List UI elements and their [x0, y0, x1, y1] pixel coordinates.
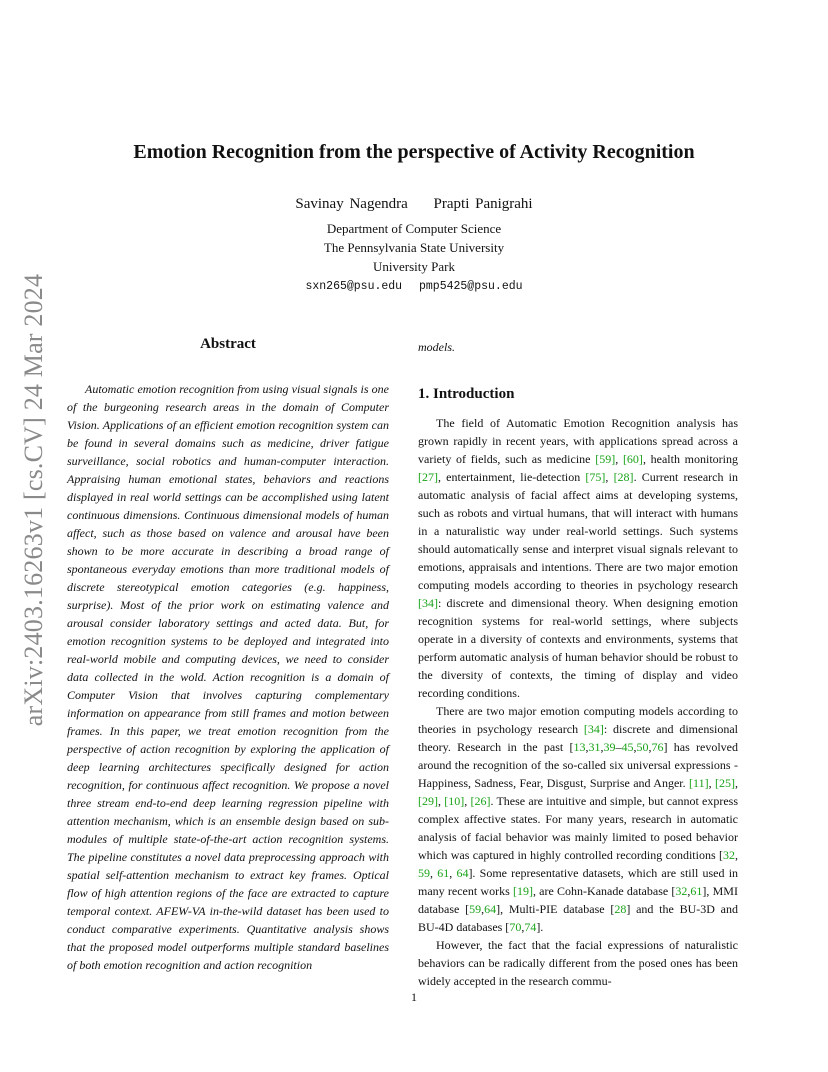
abstract-text: Automatic emotion recognition from using visual signals is one of the burgeoning research areas in the domain of Computer Vision. Applications of an efficient emotion recognition system can be found in several domains such as medicine, driver fatigue surveillance, social robotics and human-computer interaction. Appraising human emotional states, behaviors and reactions displayed in real world settings can be accomplished using latent continuous dimensions. Continuous dimensional models of human affect, such as those based on valence and arousal have been shown to be more accurate in describing a broad range of spontaneous everyday emotions than more traditional models of discrete stereotypical emotion categories (e.g. happiness, surprise). Most of the prior work on estimating valence and arousal consider laboratory settings and acted data. But, for emotion recognition systems to be deployed and integrated into real-world mobile and computing devices, we need to consider data collected in the wold. Action recognition is a domain of Computer Vision that involves capturing complementary information on appearance from still frames and motion between frames. In this paper, we treat emotion recognition from the perspective of action recognition by exploring the application of deep learning architectures specifically designed for action recognition, for continuous affect recognition. We propose a novel three stream end-to-end deep learning regression pipeline with attention mechanism, which is an ensemble design based on sub-modules of multiple state-of-the-art action recognition systems. The pipeline constitutes a novel data preprocessing approach with spatial self-attention mechanism to extract key frames. Optical flow of high attention regions of the face are extracted to capture temporal context. AFEW-VA in-the-wild dataset has been used to conduct comparative experiments. Quantitative analysis shows that the proposed model outperforms multiple standard baselines of both emotion recognition and action recognition — [67, 382, 389, 972]
affiliation-university: The Pennsylvania State University — [323, 240, 505, 255]
citation-link[interactable]: [26] — [470, 794, 491, 808]
citation-link[interactable]: [29] — [418, 794, 438, 808]
citation-link[interactable]: [60] — [622, 452, 643, 466]
email-address: pmp5425@psu.edu — [419, 280, 523, 293]
citation-link[interactable]: 32 — [723, 848, 735, 862]
paper-title: Emotion Recognition from the perspective of Activity Recognition — [133, 141, 695, 163]
citation-link[interactable]: 61 — [690, 884, 703, 898]
page-number: 1 — [411, 990, 417, 1004]
citation-link[interactable]: 39 — [603, 740, 616, 754]
email-list — [70, 280, 758, 293]
paragraph: The field of Automatic Emotion Recognition analysis has grown rapidly in recent years, with applications spread across a variety of fields, such as medicine [59], [60], health monitoring [27], entertainment, lie-detection [75], [28]. Current research in automatic analysis of facial affect aims at developing systems, such as robots and virtual humans, that will interact with humans in a naturalistic way under real-world settings. Such systems should automatically sense and interpret visual signals relevant to emotions, appraisals and intentions. There are two major emotion computing models according to theories in psychology research [34]: discrete and dimensional theory. When designing emotion recognition systems for real-world settings, where subjects operate in a diversity of contexts and environments, systems that perform automatic analysis of human behavior should be robust to the diversity of contexts, the timing of display and video recording conditions. — [418, 416, 739, 700]
paragraph: However, the fact that the facial expressions of naturalistic behaviors can be radically different from the posed ones has been widely accepted in the research commu- — [418, 938, 738, 988]
citation-link[interactable]: [11] — [689, 776, 709, 790]
email-address: sxn265@psu.edu — [305, 280, 403, 293]
citation-link[interactable]: 45 — [621, 740, 634, 754]
citation-link[interactable]: 76 — [651, 740, 664, 754]
citation-link[interactable]: 64 — [484, 902, 497, 916]
citation-link[interactable]: [25] — [715, 776, 735, 790]
citation-link[interactable]: 59 — [469, 902, 482, 916]
citation-link[interactable]: [59] — [595, 452, 616, 466]
citation-link[interactable]: [19] — [512, 884, 533, 898]
affiliation-location: University Park — [373, 259, 455, 274]
introduction-heading: 1. Introduction — [418, 386, 515, 402]
citation-link[interactable]: [27] — [418, 470, 438, 484]
citation-link[interactable]: 59 — [418, 866, 430, 880]
citation-link[interactable]: 61 — [437, 866, 450, 880]
abstract-heading: Abstract — [200, 336, 256, 352]
citation-link[interactable]: [28] — [613, 470, 634, 484]
citation-link[interactable]: [10] — [444, 794, 465, 808]
citation-link[interactable]: 28 — [614, 902, 627, 916]
citation-link[interactable]: [75] — [585, 470, 606, 484]
arxiv-watermark — [18, 273, 50, 727]
citation-link[interactable]: 13 — [573, 740, 586, 754]
citation-link[interactable]: 70 — [509, 920, 522, 934]
affiliation-department: Department of Computer Science — [326, 221, 502, 236]
citation-link[interactable]: 50 — [636, 740, 649, 754]
citation-link[interactable]: [34] — [418, 596, 438, 610]
citation-link[interactable]: 32 — [675, 884, 688, 898]
citation-link[interactable]: 31 — [588, 740, 601, 754]
paragraph: There are two major emotion computing models according to theories in psychology research [34]: discrete and dimensional theory. Research in the past [13,31,39–45,50,76] has revolved around the recognition of the so-called six universal expressions - Happiness, Sadness, Fear, Disgust, Surprise and Anger. [11], [25], [29], [10], [26]. These are intuitive and simple, but cannot express complex affective states. For many years, research in automatic analysis of facial behavior was mainly limited to posed behavior which was captured in highly controlled recording conditions [32, 59, 61, 64]. Some representative datasets, which are still used in many recent works [19], are Cohn-Kanade database [32,61], MMI database [59,64], Multi-PIE database [28] and the BU-3D and BU-4D databases [70,74]. — [418, 704, 739, 934]
arxiv-id: arXiv:2403.16263v1 [cs.CV] 24 Mar 2024 — [19, 273, 48, 727]
author-list — [70, 196, 758, 213]
abstract-continuation: models. — [418, 340, 455, 354]
introduction-body — [418, 414, 738, 990]
citation-link[interactable]: [34] — [583, 722, 604, 736]
citation-link[interactable]: 64 — [456, 866, 469, 880]
author-name: Savinay Nagendra — [295, 196, 408, 212]
author-name: Prapti Panigrahi — [433, 196, 533, 212]
citation-link[interactable]: 74 — [524, 920, 537, 934]
